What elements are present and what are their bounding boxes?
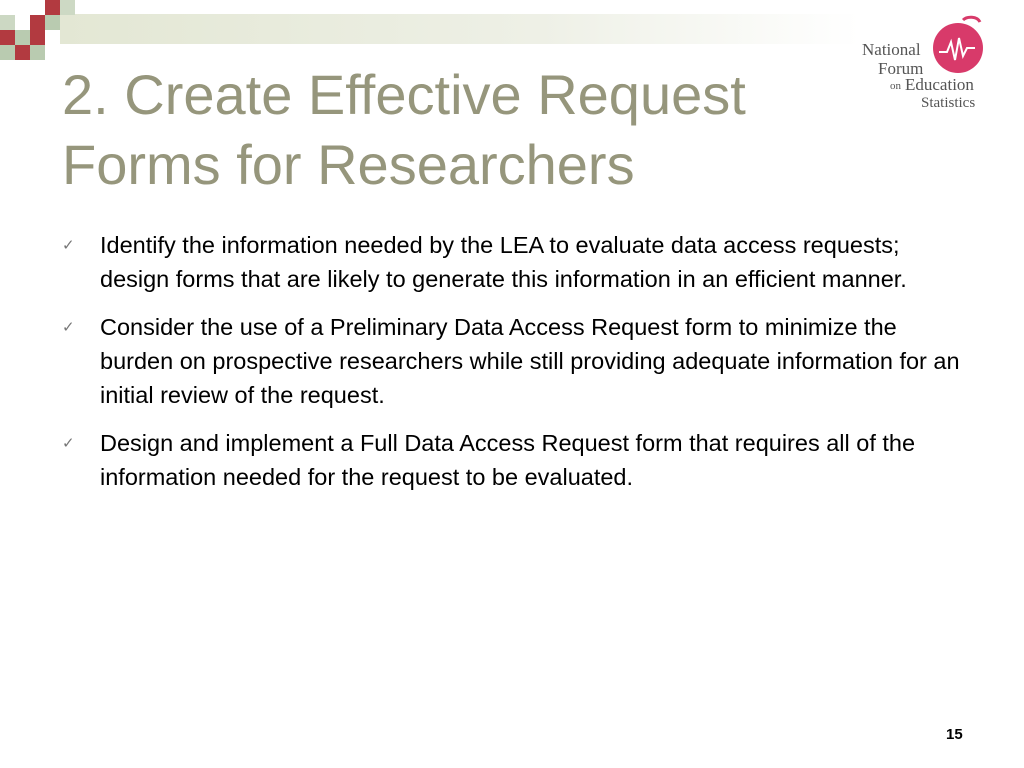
deco-square [15, 30, 30, 45]
logo-national-text: National [862, 40, 921, 59]
deco-square [15, 45, 30, 60]
deco-square [30, 30, 45, 45]
deco-square [60, 0, 75, 15]
bullet-item [62, 310, 967, 412]
deco-square [30, 15, 45, 30]
logo-forum-text: Forum [878, 59, 924, 78]
logo-graphic [855, 14, 1000, 114]
deco-square [0, 15, 15, 30]
logo-education-text: Education [905, 75, 974, 94]
check-icon: ✓ [62, 318, 75, 336]
national-forum-logo [855, 14, 1000, 114]
slide-title [62, 60, 842, 200]
logo-on-text: on [890, 80, 901, 92]
deco-square [0, 45, 15, 60]
bullet-text: Identify the information needed by the LEA to evaluate data access requests; design forms that are likely to generate this information in an efficient manner. [100, 232, 907, 292]
check-icon: ✓ [62, 236, 75, 254]
deco-square [45, 15, 60, 30]
bullet-item [62, 228, 967, 296]
bullet-text: Consider the use of a Preliminary Data Access Request form to minimize the burden on prospective researchers while still providing adequate information for an initial review of the request. [100, 314, 960, 408]
deco-square [0, 30, 15, 45]
page-number: 15 [946, 726, 963, 743]
top-band [60, 14, 860, 44]
check-icon: ✓ [62, 434, 75, 452]
logo-statistics-text: Statistics [921, 95, 976, 111]
deco-square [30, 45, 45, 60]
bullet-list [62, 228, 967, 508]
bullet-text: Design and implement a Full Data Access Request form that requires all of the information needed for the request to be evaluated. [100, 430, 916, 490]
title-line-2: Forms for Researchers [62, 133, 635, 196]
apple-icon [933, 17, 983, 73]
bullet-item [62, 426, 967, 494]
title-line-1: 2. Create Effective Request [62, 63, 746, 126]
deco-square [45, 0, 60, 15]
